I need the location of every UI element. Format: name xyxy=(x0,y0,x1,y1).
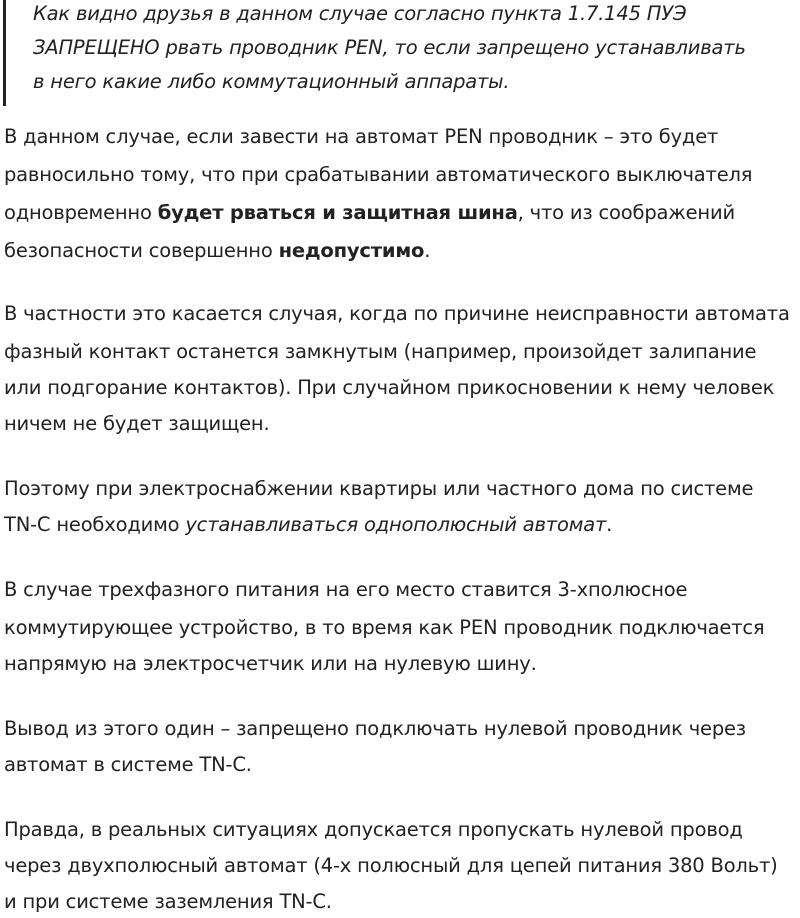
blockquote-line: в него какие либо коммутационный аппараты. xyxy=(33,70,510,93)
paragraph-line: Вывод из этого один – запрещено подключать нулевой проводник через xyxy=(4,717,746,740)
bold-text: будет рваться и защитная шина xyxy=(157,201,518,224)
blockquote xyxy=(0,0,800,106)
paragraph-line: фазный контакт останется замкнутым (например, произойдет залипание xyxy=(4,340,757,363)
text-run: безопасности совершенно xyxy=(4,239,279,262)
text-run: одновременно xyxy=(4,201,158,224)
italic-text: устанавливаться однополюсный автомат xyxy=(185,513,607,536)
paragraph-line: В данном случае, если завести на автомат PEN проводник – это будет xyxy=(4,125,719,148)
paragraph-line: и при системе заземления TN-C. xyxy=(4,890,332,913)
blockquote-line: ЗАПРЕЩЕНО рвать проводник PEN, то если запрещено устанавливать xyxy=(33,36,746,59)
text-run: . xyxy=(424,239,431,262)
paragraph-line: Правда, в реальных ситуациях допускается пропускать нулевой провод xyxy=(4,818,743,841)
paragraph-line: автомат в системе TN-C. xyxy=(4,753,252,776)
text-run: , что из соображений xyxy=(517,201,735,224)
paragraph-line: В частности это касается случая, когда по причине неисправности автомата xyxy=(4,302,790,325)
paragraph-line xyxy=(4,513,612,536)
paragraph-line xyxy=(4,239,430,262)
paragraph-line: или подгорание контактов). При случайном прикосновении к нему человек xyxy=(4,376,775,399)
blockquote-bar xyxy=(3,0,6,106)
paragraph-line: В случае трехфазного питания на его место ставится 3-хполюсное xyxy=(4,578,688,601)
paragraph-line: ничем не будет защищен. xyxy=(4,412,270,435)
bold-text: недопустимо xyxy=(278,239,425,262)
paragraph-line: через двухполюсный автомат (4-х полюсный для цепей питания 380 Вольт) xyxy=(4,854,778,877)
paragraph-line: Поэтому при электроснабжении квартиры или частного дома по системе xyxy=(4,477,754,500)
paragraph-line: коммутирующее устройство, в то время как PEN проводник подключается xyxy=(4,616,765,639)
blockquote-line: Как видно друзья в данном случае согласно пункта 1.7.145 ПУЭ xyxy=(33,2,687,25)
text-run: . xyxy=(606,513,613,536)
paragraph-line: напрямую на электросчетчик или на нулевую шину. xyxy=(4,652,537,675)
paragraph-line: равносильно тому, что при срабатывании автоматического выключателя xyxy=(4,163,753,186)
text-run: TN-C необходимо xyxy=(4,513,186,536)
paragraph-line xyxy=(4,201,735,224)
